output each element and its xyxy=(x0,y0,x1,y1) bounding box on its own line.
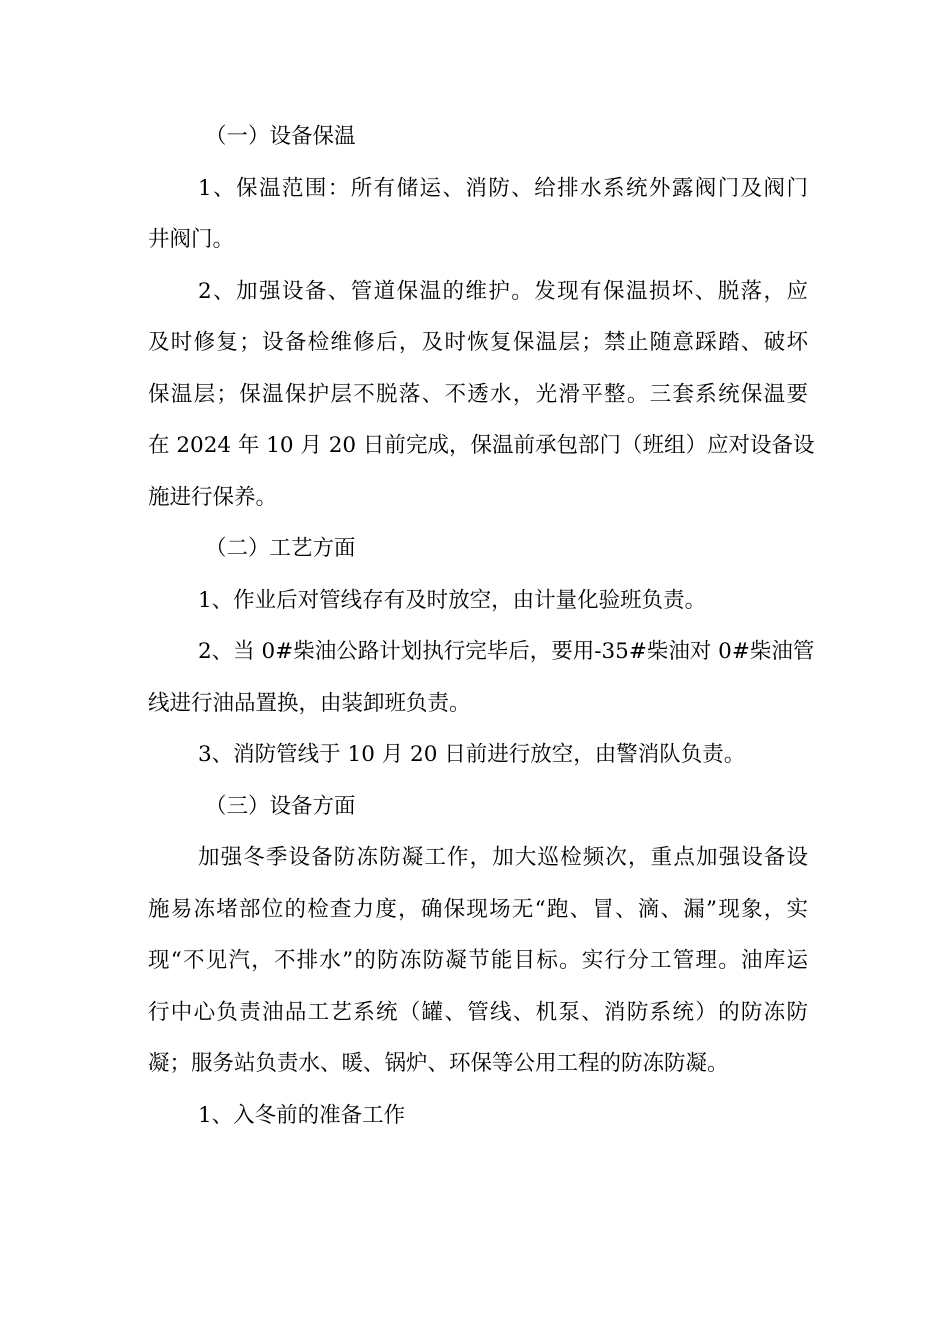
paragraph-line: 及时修复；设备检维修后，及时恢复保温层；禁止随意踩踏、破坏 xyxy=(148,330,808,355)
paragraph-line: 井阀门。 xyxy=(148,227,235,252)
paragraph-line: 1、作业后对管线存有及时放空，由计量化验班负责。 xyxy=(198,588,707,613)
section-heading-equipment-insulation: （一）设备保温 xyxy=(205,124,356,149)
paragraph-line: 线进行油品置换，由装卸班负责。 xyxy=(148,691,471,716)
paragraph-line: 施进行保养。 xyxy=(148,485,278,510)
paragraph-line: 1、保温范围：所有储运、消防、给排水系统外露阀门及阀门 xyxy=(198,176,808,201)
section-heading-process: （二）工艺方面 xyxy=(205,536,356,561)
paragraph-line: 在 2024 年 10 月 20 日前完成，保温前承包部门（班组）应对设备设 xyxy=(148,433,815,458)
paragraph-line: 凝；服务站负责水、暖、锅炉、环保等公用工程的防冻防凝。 xyxy=(148,1051,729,1076)
paragraph-line: 施易冻堵部位的检查力度，确保现场无“跑、冒、滴、漏”现象，实 xyxy=(148,897,808,922)
paragraph-line: 行中心负责油品工艺系统（罐、管线、机泵、消防系统）的防冻防 xyxy=(148,1000,808,1025)
subsection-heading-winter-preparation: 1、入冬前的准备工作 xyxy=(198,1103,406,1128)
paragraph-line: 2、当 0#柴油公路计划执行完毕后，要用-35#柴油对 0#柴油管 xyxy=(198,639,815,664)
section-heading-equipment: （三）设备方面 xyxy=(205,794,356,819)
paragraph-line: 3、消防管线于 10 月 20 日前进行放空，由警消队负责。 xyxy=(198,742,746,767)
paragraph-line: 加强冬季设备防冻防凝工作，加大巡检频次，重点加强设备设 xyxy=(198,845,808,870)
paragraph-line: 保温层；保温保护层不脱落、不透水，光滑平整。三套系统保温要 xyxy=(148,382,808,407)
paragraph-line: 现“不见汽，不排水”的防冻防凝节能目标。实行分工管理。油库运 xyxy=(148,948,808,973)
paragraph-line: 2、加强设备、管道保温的维护。发现有保温损坏、脱落，应 xyxy=(198,279,808,304)
